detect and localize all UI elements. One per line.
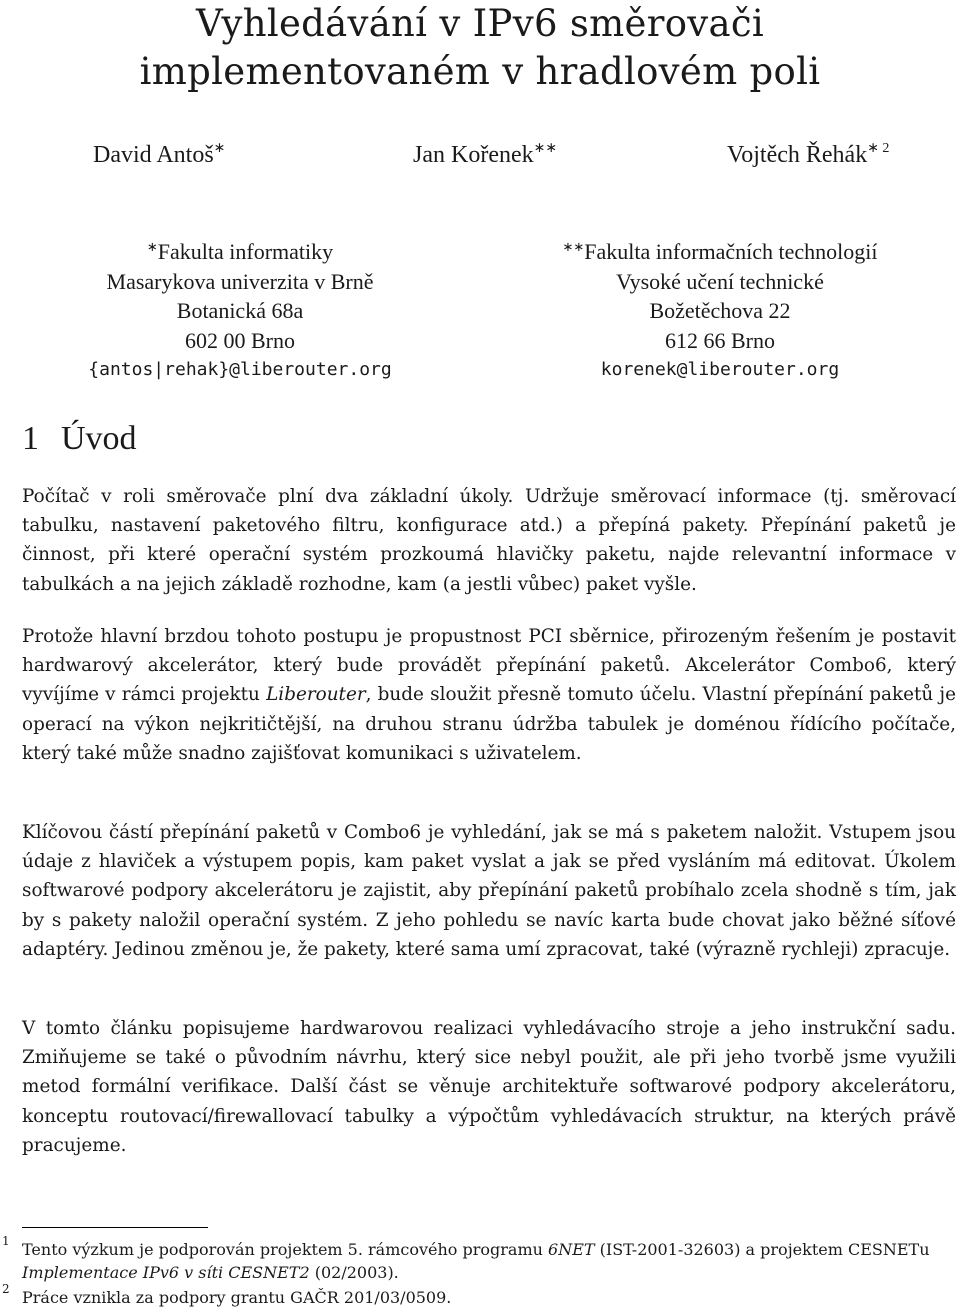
author-mark: ∗ bbox=[213, 141, 226, 156]
affiliation-line: Botanická 68a bbox=[176, 298, 304, 323]
author-name: Jan Kořenek bbox=[413, 142, 534, 168]
paragraph-2 bbox=[22, 622, 956, 768]
paragraph-3: Klíčovou částí přepínání paketů v Combo6 je vyhledání, jak se má s paketem naložit. Vstupem jsou údaje z hlaviček a výstupem popis, kam paket vyslat a jak se před vysláním má editovat. Úkolem softwarové podpory akcelerátoru je zajistit, aby přepínání paketů probíhalo zcela shodně s tím, jak by s pakety naložil operační systém. Z jeho pohledu se navíc karta bude chovat jako běžné síťové adaptéry. Jedinou změnou je, že pakety, které sama umí zpracovat, také (výrazně rychleji) zpracuje. bbox=[22, 822, 956, 960]
title-line-1: Vyhledávání v IPv6 směrovači bbox=[195, 2, 765, 45]
paragraph-4: V tomto článku popisujeme hardwarovou realizaci vyhledávacího stroje a jeho instrukční sadu. Zmiňujeme se také o původním návrhu, který sice nebyl použit, ale při jeho tvorbě jsme využili metod formální verifikace. Další část se věnuje architektuře softwarové podpory akcelerátoru, konceptu routovací/firewallovací tabulky a výpočtům vyhledávacích struktur, na kterých právě pracujeme. bbox=[22, 1018, 956, 1156]
footnote-text: (02/2003). bbox=[309, 1263, 399, 1282]
author bbox=[727, 140, 889, 169]
affiliation-line bbox=[520, 232, 920, 267]
section-heading bbox=[22, 420, 137, 458]
footnote-2 bbox=[2, 1282, 956, 1309]
paragraph-text: , bude sloužit přesně tomuto účelu. Vlastní přepínání paketů je operací na výkon nejkritičtější, na druhou stranu údržba tabulek je doménou řídícího počítače, který také může snadno zajišťovat komunikaci s uživatelem. bbox=[22, 684, 956, 764]
footnote-italic: 6NET bbox=[548, 1240, 595, 1259]
affiliation-text: Fakulta informatiky bbox=[157, 239, 334, 264]
author-mark: ∗∗ bbox=[533, 141, 558, 156]
author bbox=[413, 140, 557, 169]
paragraph-text: Protože hlavní brzdou tohoto postupu je propustnost PCI sběrnice, přirozeným řešením je postavit hardwarový akcelerátor, který bude provádět přepínání paketů. Akcelerátor Combo6, který vyvíjíme v rámci projektu bbox=[22, 626, 956, 706]
footnote-mark: 2 bbox=[2, 1282, 10, 1296]
footnote-text: Práce vznikla za podpory grantu GAČR 201/03/0509. bbox=[22, 1288, 452, 1307]
paper-title bbox=[0, 0, 960, 96]
section-number: 1 bbox=[22, 420, 39, 457]
author-mark: ∗ 2 bbox=[867, 141, 890, 156]
footnote-italic: Implementace IPv6 v síti CESNET2 bbox=[22, 1263, 310, 1282]
affiliation-line bbox=[40, 232, 440, 267]
affiliation-line: 612 66 Brno bbox=[665, 327, 775, 353]
title-line-2: implementovaném v hradlovém poli bbox=[139, 50, 821, 93]
footnote-text: (IST-2001-32603) a projektem CESNETu bbox=[594, 1240, 930, 1259]
footnote-divider bbox=[22, 1227, 208, 1228]
project-name: Liberouter bbox=[266, 684, 366, 706]
email-address[interactable]: korenek@liberouter.org bbox=[600, 359, 840, 380]
affiliation-text: Fakulta informačních technologií bbox=[584, 239, 878, 264]
footnote-text: Tento výzkum je podporován projektem 5. rámcového programu bbox=[22, 1240, 549, 1259]
affiliation-line: 602 00 Brno bbox=[185, 327, 295, 353]
section-title: Úvod bbox=[61, 420, 137, 457]
affiliation-line: Vysoké učení technické bbox=[616, 268, 824, 294]
email-address[interactable]: {antos|rehak}@liberouter.org bbox=[88, 359, 392, 380]
affiliation-mark: ∗ bbox=[146, 239, 158, 254]
footnote-mark: 1 bbox=[2, 1234, 10, 1248]
affiliation-line: Masarykova univerzita v Brně bbox=[106, 268, 374, 294]
affiliation-line: Božetěchova 22 bbox=[649, 298, 791, 323]
author-name: David Antoš bbox=[93, 142, 214, 168]
affiliation-mark: ∗∗ bbox=[562, 239, 585, 254]
author-name: Vojtěch Řehák bbox=[727, 142, 868, 168]
affiliation-right bbox=[520, 232, 920, 385]
affiliation-left bbox=[40, 232, 440, 385]
footnote-1 bbox=[2, 1234, 956, 1284]
paragraph-1: Počítač v roli směrovače plní dva základní úkoly. Udržuje směrovací informace (tj. směrovací tabulku, nastavení paketového filtru, konfigurace atd.) a přepíná pakety. Přepínání paketů je činnost, při které operační systém prozkoumá hlavičky paketu, najde relevantní informace v tabulkách a na jejich základě rozhodne, kam (a jestli vůbec) paket vyšle. bbox=[22, 486, 956, 595]
author bbox=[93, 140, 225, 169]
